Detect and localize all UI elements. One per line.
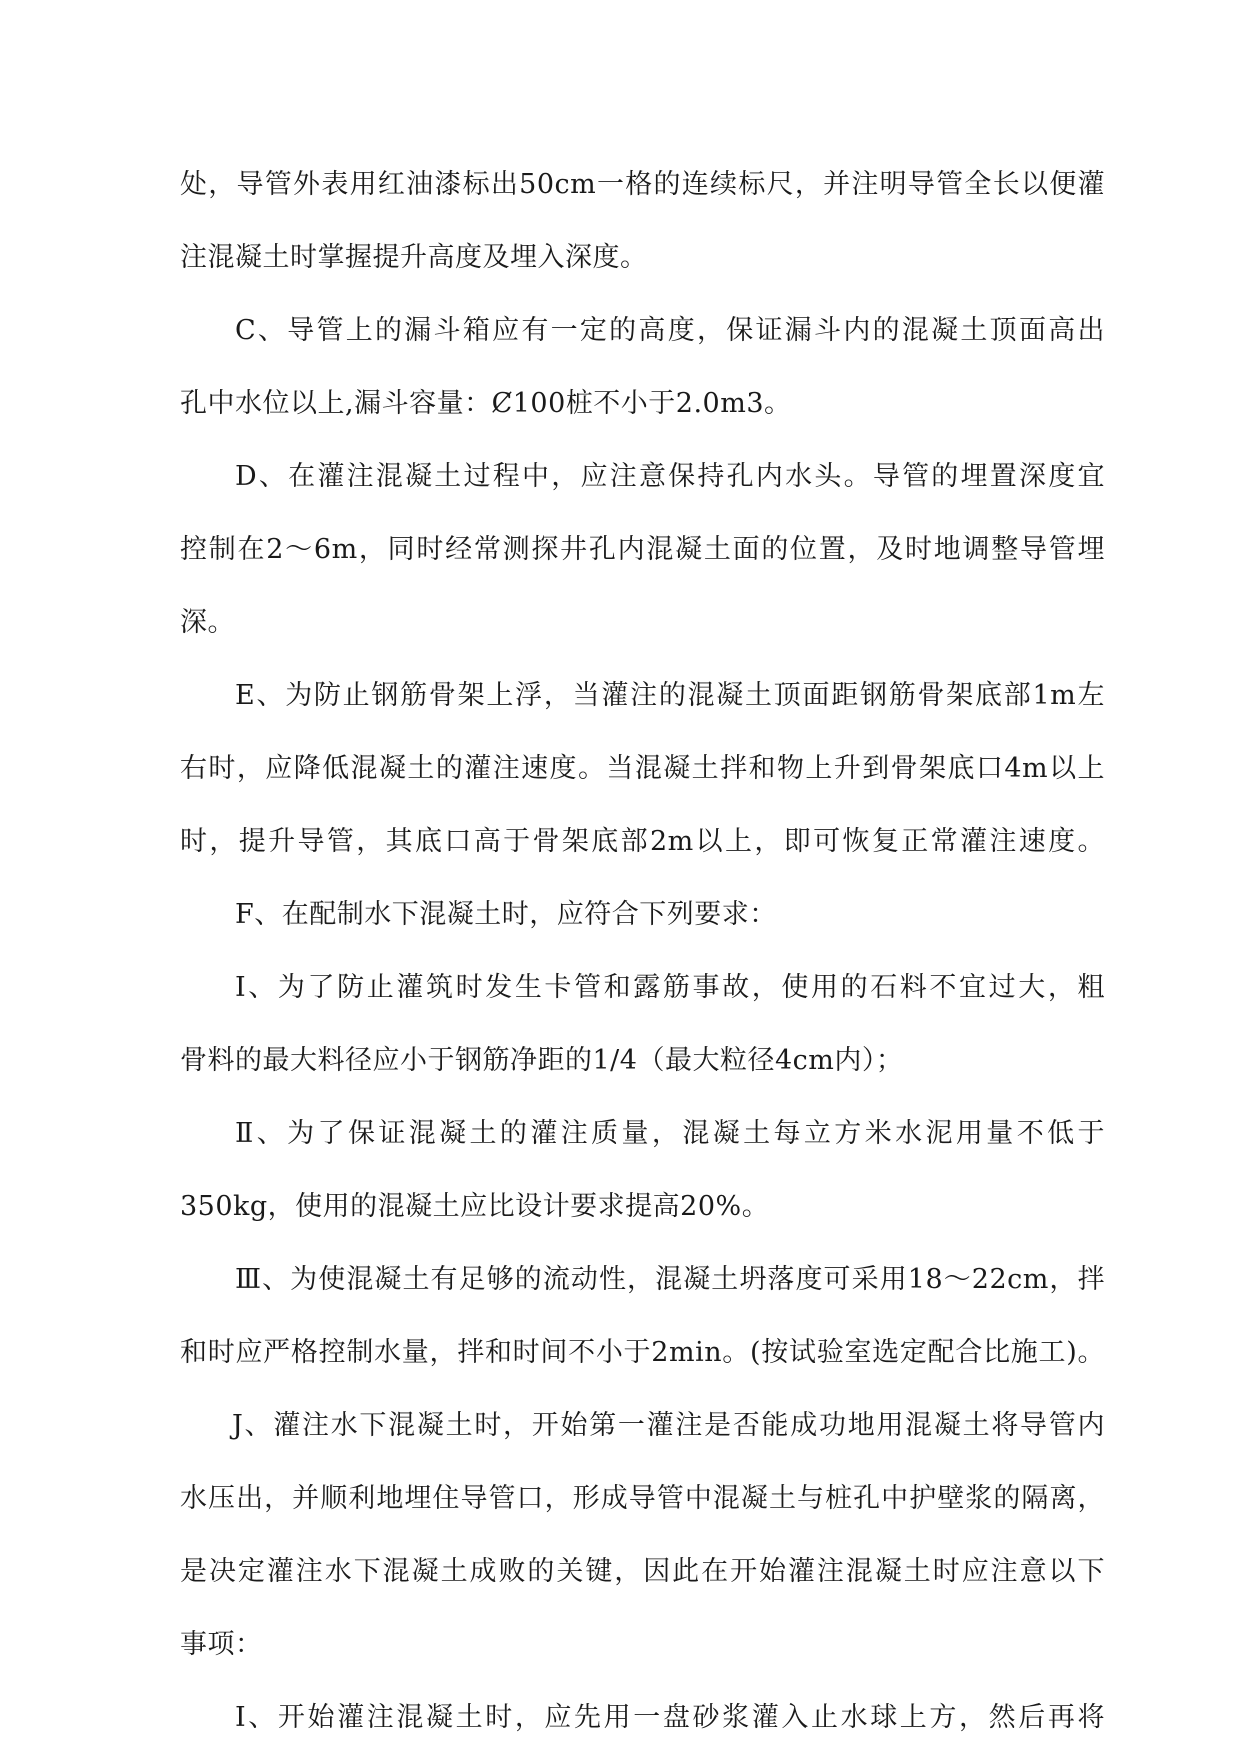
text-line-8: E、为防止钢筋骨架上浮，当灌注的混凝土顶面距钢筋骨架底部1m左 (235, 680, 1105, 711)
text-line-22: Ⅰ、开始灌注混凝土时，应先用一盘砂浆灌入止水球上方，然后再将 (235, 1702, 1105, 1733)
text-line-4: 孔中水位以上,漏斗容量：Ȼ100桩不小于2.0m3。 (180, 388, 792, 419)
text-line-13: 骨料的最大料径应小于钢筋净距的1/4（最大粒径4cm内）； (180, 1045, 904, 1076)
text-line-2: 注混凝土时掌握提升高度及埋入深度。 (180, 242, 648, 273)
text-line-11: F、在配制水下混凝土时，应符合下列要求： (235, 899, 777, 930)
text-line-5: D、在灌注混凝土过程中，应注意保持孔内水头。导管的埋置深度宜 (235, 461, 1105, 492)
text-line-20: 是决定灌注水下混凝土成败的关键，因此在开始灌注混凝土时应注意以下 (180, 1556, 1105, 1587)
text-line-7: 深。 (180, 607, 235, 638)
text-line-19: 水压出，并顺利地埋住导管口，形成导管中混凝土与桩孔中护壁浆的隔离， (180, 1483, 1105, 1514)
text-line-12: Ⅰ、为了防止灌筑时发生卡管和露筋事故，使用的石料不宜过大，粗 (235, 972, 1105, 1003)
text-line-18: J、灌注水下混凝土时，开始第一灌注是否能成功地用混凝土将导管内 (232, 1410, 1105, 1441)
text-line-3: C、导管上的漏斗箱应有一定的高度，保证漏斗内的混凝土顶面高出 (235, 315, 1105, 346)
text-line-10: 时，提升导管，其底口高于骨架底部2m以上，即可恢复正常灌注速度。 (180, 826, 1105, 857)
text-line-15: 350kg，使用的混凝土应比设计要求提高20%。 (180, 1191, 770, 1222)
document-page (180, 148, 1105, 1754)
text-line-21: 事项： (180, 1629, 263, 1660)
text-line-14: Ⅱ、为了保证混凝土的灌注质量，混凝土每立方米水泥用量不低于 (235, 1118, 1105, 1149)
text-line-17: 和时应严格控制水量，拌和时间不小于2min。(按试验室选定配合比施工)。 (180, 1337, 1105, 1368)
text-line-6: 控制在2～6m，同时经常测探井孔内混凝土面的位置，及时地调整导管埋 (180, 534, 1105, 565)
text-line-16: Ⅲ、为使混凝土有足够的流动性，混凝土坍落度可采用18～22cm，拌 (235, 1264, 1105, 1295)
text-line-9: 右时，应降低混凝土的灌注速度。当混凝土拌和物上升到骨架底口4m以上 (180, 753, 1105, 784)
text-line-1: 处，导管外表用红油漆标出50cm一格的连续标尺，并注明导管全长以便灌 (180, 169, 1105, 200)
